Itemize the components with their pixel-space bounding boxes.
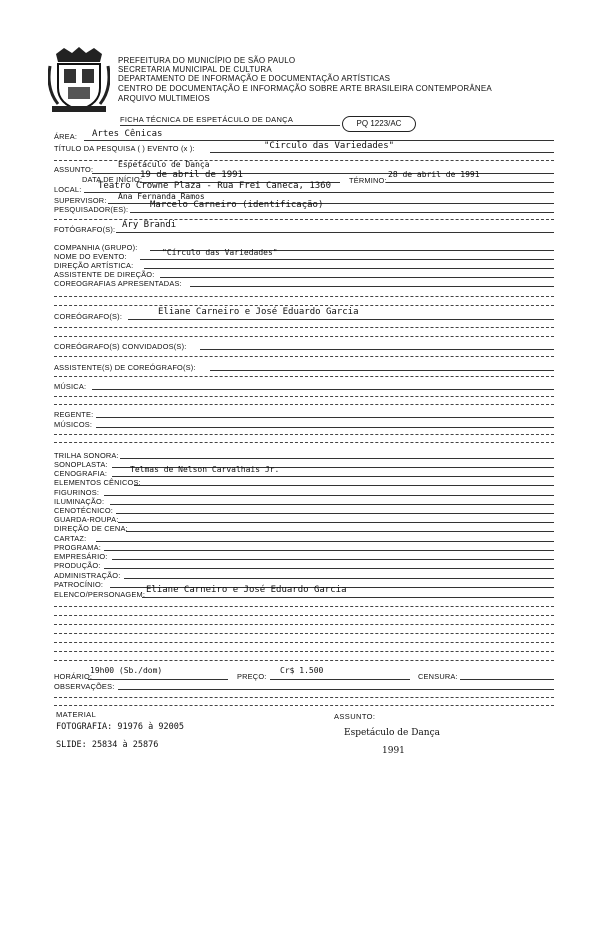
programa-label: PROGRAMA: — [54, 543, 101, 552]
elenco-line-6 — [54, 642, 554, 643]
direcao-cena-line — [126, 531, 554, 532]
direcao-label: DIREÇÃO ARTÍSTICA: — [54, 261, 134, 270]
direcao-line — [144, 268, 554, 269]
programa-line — [104, 550, 554, 551]
cartaz-label: CARTAZ: — [54, 534, 87, 543]
cenotecnico-line — [116, 513, 554, 514]
elenco-line — [142, 597, 554, 598]
regente-label: REGENTE: — [54, 410, 94, 419]
censura-line — [460, 679, 554, 680]
title-rule — [120, 125, 340, 126]
horario-value: 19h00 (Sb./dom) — [90, 666, 163, 675]
pesquisador-value: Marcelo Carneiro (identificação) — [150, 200, 324, 210]
musicos-label: MÚSICOS: — [54, 420, 93, 429]
patrocinio-label: PATROCÍNIO: — [54, 580, 104, 589]
empresario-label: EMPRESÁRIO: — [54, 552, 108, 561]
musicos-line-2 — [54, 434, 554, 435]
local-label: LOCAL: — [54, 185, 82, 194]
musica-label: MÚSICA: — [54, 382, 87, 391]
coreografias-line-3 — [54, 305, 554, 306]
assistente-label: ASSISTENTE DE DIREÇÃO: — [54, 270, 155, 279]
elenco-line-2 — [54, 606, 554, 607]
sonoplasta-label: SONOPLASTA: — [54, 460, 108, 469]
observacoes-line — [118, 689, 554, 690]
regente-line — [96, 417, 554, 418]
termino-label: TÉRMINO: — [349, 176, 387, 185]
coreografo-line-3 — [54, 336, 554, 337]
fotografo-label: FOTÓGRAFO(S): — [54, 225, 116, 234]
convidados-line — [200, 349, 554, 350]
musica-line-3 — [54, 404, 554, 405]
assistente-line — [160, 277, 554, 278]
iluminacao-line — [110, 504, 554, 505]
elenco-line-3 — [54, 615, 554, 616]
companhia-label: COMPANHIA (GRUPO): — [54, 243, 138, 252]
coreografias-label: COREOGRAFIAS APRESENTADAS: — [54, 279, 182, 288]
guarda-label: GUARDA-ROUPA: — [54, 515, 119, 524]
trilha-line — [120, 458, 554, 459]
preco-line — [270, 679, 410, 680]
cenografia-label: CENOGRAFIA: — [54, 469, 108, 478]
elenco-value: Eliane Carneiro e José Eduardo Garcia — [146, 585, 347, 595]
city-crest-icon — [48, 44, 110, 114]
header-line-2: SECRETARIA MUNICIPAL DE CULTURA — [118, 65, 272, 74]
empresario-line — [112, 559, 554, 560]
elenco-line-8 — [54, 660, 554, 661]
titulo-label: TÍTULO DA PESQUISA ( ) EVENTO (x ): — [54, 144, 195, 153]
elementos-label: ELEMENTOS CÊNICOS: — [54, 478, 141, 487]
observacoes-line-2 — [54, 697, 554, 698]
nome-evento-value: "Círculo das Variedades" — [162, 248, 278, 257]
censura-label: CENSURA: — [418, 672, 458, 681]
coreografias-line — [190, 286, 554, 287]
musicos-line-3 — [54, 442, 554, 443]
pesquisador-label: PESQUISADOR(ES): — [54, 205, 129, 214]
termino-line — [386, 182, 554, 183]
elenco-label: ELENCO/PERSONAGEM: — [54, 590, 146, 599]
elenco-line-7 — [54, 651, 554, 652]
convidados-label: COREÓGRAFO(S) CONVIDADOS(S): — [54, 342, 187, 351]
titulo-value: "Circulo das Variedades" — [264, 141, 395, 151]
guarda-line — [118, 522, 554, 523]
direcao-cena-label: DIREÇÃO DE CENA: — [54, 524, 128, 533]
assistente-coreo-line-2 — [54, 376, 554, 377]
horario-label: HORÁRIO: — [54, 672, 93, 681]
elementos-line — [134, 485, 554, 486]
termino-value: 28 de abril de 1991 — [388, 170, 480, 179]
titulo-line — [210, 152, 554, 153]
record-stamp: PQ 1223/AC — [342, 116, 416, 132]
preco-label: PREÇO: — [237, 672, 267, 681]
header-line-5: ARQUIVO MULTIMEIOS — [118, 94, 210, 103]
header-line-3: DEPARTAMENTO DE INFORMAÇÃO E DOCUMENTAÇÃO ARTÍSTICAS — [118, 74, 391, 83]
data-label: DATA DE INÍCIO: — [82, 175, 143, 184]
area-label: ÁREA: — [54, 132, 78, 141]
slide-range: SLIDE: 25834 à 25876 — [56, 740, 159, 750]
cenotecnico-label: CENOTÉCNICO: — [54, 506, 114, 515]
assistente-coreo-label: ASSISTENTE(S) DE COREÓGRAFO(S): — [54, 363, 196, 372]
assunto-label: ASSUNTO: — [54, 165, 94, 174]
fotografo-value: Ary Brandi — [122, 220, 177, 230]
cenografia-line — [112, 476, 554, 477]
assistente-coreo-line — [210, 370, 554, 371]
figurinos-line — [104, 495, 554, 496]
elenco-line-4 — [54, 624, 554, 625]
footer-year: 1991 — [382, 746, 405, 756]
supervisor-label: SUPERVISOR: — [54, 196, 107, 205]
figurinos-label: FIGURINOS: — [54, 488, 100, 497]
horario-line — [88, 679, 228, 680]
nome-evento-line — [140, 259, 554, 260]
form-title: FICHA TÉCNICA DE ESPETÁCULO DE DANÇA — [120, 115, 294, 124]
cenografia-value: Telmas de Nelson Carvalhais Jr. — [130, 465, 280, 474]
assunto-value: Espetáculo de Dança — [118, 160, 210, 169]
header-line-4: CENTRO DE DOCUMENTAÇÃO E INFORMAÇÃO SOBRE ARTE BRASILEIRA CONTEMPORÂNEA — [118, 84, 492, 93]
musicos-line — [96, 427, 554, 428]
convidados-line-2 — [54, 356, 554, 357]
material-label: MATERIAL — [56, 710, 97, 719]
observacoes-line-3 — [54, 705, 554, 706]
coreografo-value: Eliane Carneiro e José Eduardo Garcia — [158, 307, 359, 317]
coreografo-line-2 — [54, 327, 554, 328]
area-value: Artes Cênicas — [92, 129, 163, 139]
elenco-line-5 — [54, 633, 554, 634]
musica-line-2 — [54, 396, 554, 397]
coreografo-line — [128, 319, 554, 320]
coreografias-line-2 — [54, 296, 554, 297]
administracao-label: ADMINISTRAÇÃO: — [54, 571, 121, 580]
cartaz-line — [96, 541, 554, 542]
pesquisador-line — [130, 212, 554, 213]
supervisor-value: Ana Fernanda Ramos — [118, 192, 205, 201]
producao-label: PRODUÇÃO: — [54, 561, 101, 570]
observacoes-label: OBSERVAÇÕES: — [54, 682, 115, 691]
nome-evento-label: NOME DO EVENTO: — [54, 252, 127, 261]
preco-value: Cr$ 1.500 — [280, 666, 324, 675]
footer-assunto-label: ASSUNTO: — [334, 712, 376, 721]
iluminacao-label: ILUMINAÇÃO: — [54, 497, 105, 506]
trilha-label: TRILHA SONORA: — [54, 451, 119, 460]
coreografo-label: COREÓGRAFO(S): — [54, 312, 123, 321]
header-line-1: PREFEITURA DO MUNICÍPIO DE SÃO PAULO — [118, 56, 296, 65]
musica-line — [92, 389, 554, 390]
footer-assunto-value: Espetáculo de Dança — [344, 728, 440, 738]
fotografia-range: FOTOGRAFIA: 91976 à 92005 — [56, 722, 184, 732]
data-value: 19 de abril de 1991 — [140, 170, 243, 180]
producao-line — [104, 568, 554, 569]
local-value: Teatro Crowne Plaza - Rua Frei Caneca, 1360 — [98, 181, 331, 191]
fotografo-line — [116, 232, 554, 233]
administracao-line — [124, 578, 554, 579]
